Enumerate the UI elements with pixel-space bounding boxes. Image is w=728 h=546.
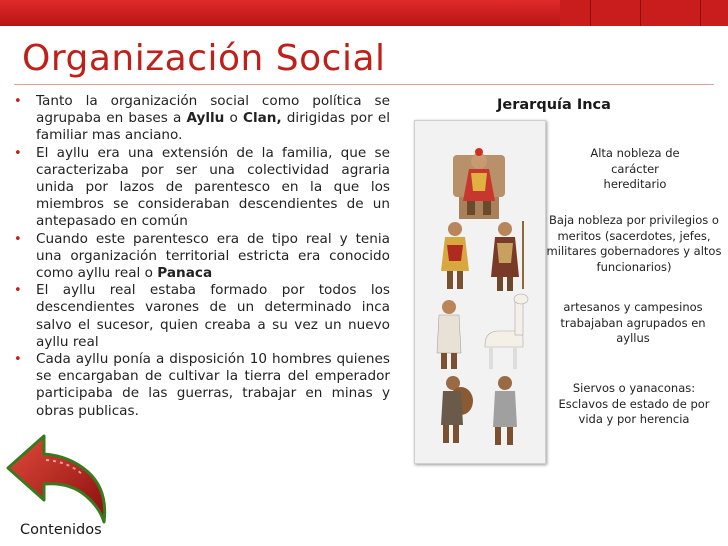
bullet-dot-icon: • (14, 283, 22, 299)
slide-title: Organización Social (22, 38, 386, 79)
bullet-dot-icon: • (14, 231, 22, 247)
bullet-dot-icon: • (14, 352, 22, 368)
bullet-item (12, 93, 390, 145)
hierarchy-title: Jerarquía Inca (497, 97, 611, 113)
bullet-item (12, 145, 390, 231)
bullet-keyword: Ayllu (186, 110, 225, 127)
bullet-item (12, 351, 390, 420)
servants-figures-icon (441, 376, 517, 445)
tier-1-label: Alta nobleza de carácter hereditario (590, 146, 680, 192)
bullet-text: o (224, 110, 243, 127)
tier-2-label: Baja nobleza por privilegios o meritos (sacerdotes, jefes, militares gobernadores y altos funcionarios) (546, 213, 722, 274)
back-arrow-button[interactable] (4, 430, 114, 529)
bullet-dot-icon: • (14, 94, 22, 109)
bullet-text: Cada ayllu ponía a disposición 10 hombres quienes se encargaban de cultivar la tierra del emperador participaba de las guerras, trabajar en minas y obras publicas. (36, 351, 390, 419)
bullet-keyword: Panaca (157, 265, 213, 282)
top-banner (0, 0, 728, 26)
nobles-figures-icon (441, 221, 523, 291)
bullet-text: El ayllu real estaba formado por todos los descendientes varones de un determinado inca salvo el sucesor, quien creaba a su vez un nuevo ayllu real (36, 282, 390, 350)
hierarchy-illustration (414, 120, 546, 464)
back-arrow-icon (8, 436, 105, 522)
contenidos-link[interactable]: Contenidos (20, 522, 102, 538)
bullet-text: Tanto la organización social como política se agrupaba en bases a (36, 93, 390, 127)
bullet-dot-icon: • (14, 145, 22, 161)
bullet-text: dirigidas por el familiar mas anciano. (36, 110, 390, 144)
bullet-keyword: Clan, (243, 110, 282, 127)
farmer-llama-icon (437, 294, 528, 369)
title-divider (14, 84, 714, 85)
bullet-text: Cuando este parentesco era de tipo real y tenia una organización territorial estricta era conocido como ayllu real o (36, 230, 390, 282)
bullet-text: El ayllu era una extensión de la familia, que se caracterizaba por ser una colectividad agraria unida por lazos de parentesco en la que los miembros se consideraban descendientes de un antepasado en común (36, 144, 390, 230)
tier-3-label: artesanos y campesinos trabajaban agrupados en ayllus (560, 300, 706, 346)
tier-4-label: Siervos o yanaconas: Esclavos de estado de por vida y por herencia (558, 381, 710, 427)
bullet-list (12, 93, 390, 420)
emperor-figure-icon (453, 148, 505, 219)
bullet-item (12, 231, 390, 283)
bullet-item (12, 282, 390, 351)
